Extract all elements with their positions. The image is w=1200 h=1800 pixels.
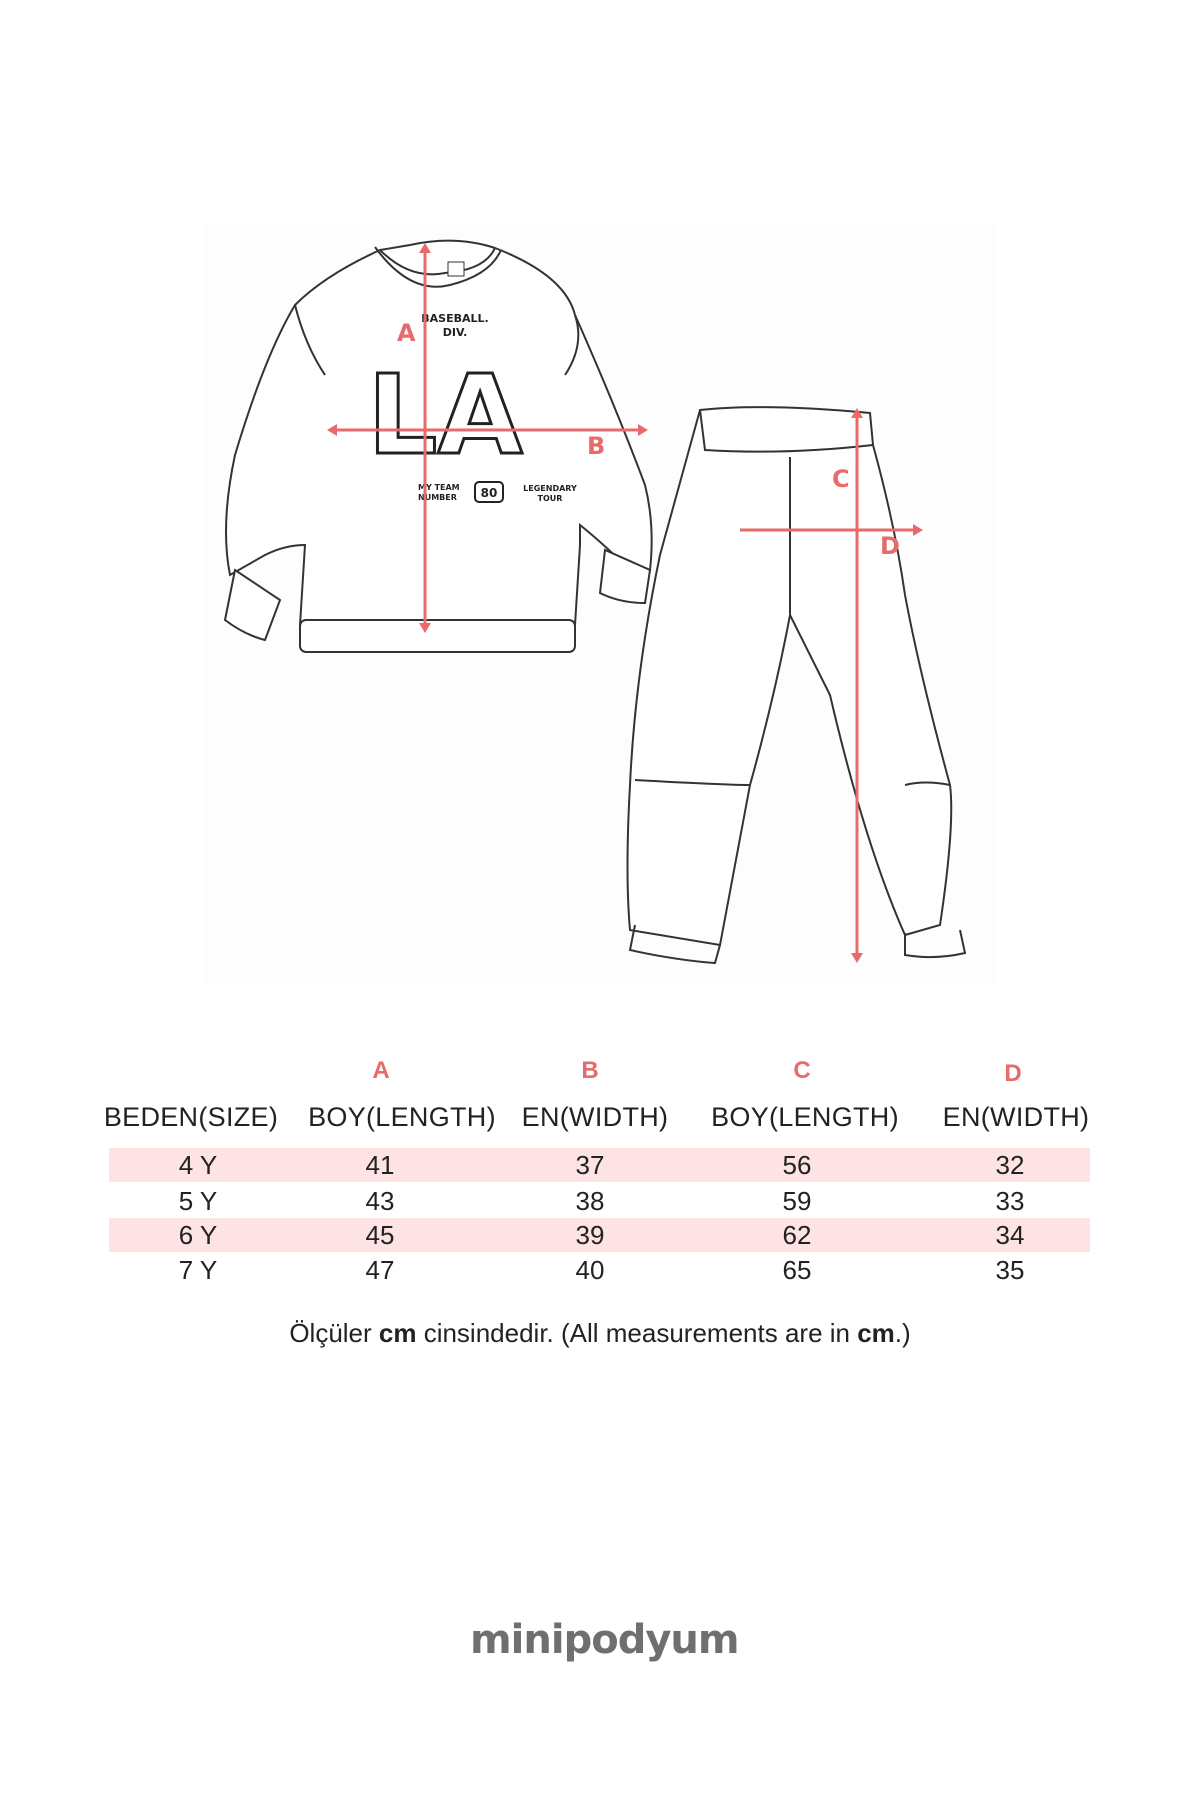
value-cell: 38	[575, 1186, 605, 1216]
marker-b: B	[587, 432, 606, 460]
column-letter-b: B	[581, 1057, 599, 1084]
value-cell: 34	[995, 1220, 1025, 1250]
column-letter-d: D	[1004, 1060, 1022, 1087]
value-cell: 65	[782, 1255, 812, 1285]
svg-text:TOUR: TOUR	[537, 494, 563, 503]
value-cell: 35	[995, 1255, 1025, 1285]
svg-text:LEGENDARY: LEGENDARY	[523, 484, 577, 493]
value-cell: 62	[782, 1220, 812, 1250]
brand-logo: minipodyum	[470, 1617, 739, 1663]
value-cell: 41	[365, 1150, 395, 1180]
value-cell: 43	[365, 1186, 395, 1216]
header-d-width: EN(WIDTH)	[942, 1102, 1090, 1132]
value-cell: 32	[995, 1150, 1025, 1180]
svg-text:MY TEAM: MY TEAM	[418, 483, 460, 492]
measurement-note: Ölçüler cm cinsindedir. (All measurements are in cm.)	[289, 1318, 911, 1348]
size-cell: 5 Y	[178, 1186, 218, 1216]
svg-text:NUMBER: NUMBER	[418, 493, 457, 502]
svg-text:BASEBALL.: BASEBALL.	[421, 312, 489, 325]
size-cell: 7 Y	[178, 1255, 218, 1285]
value-cell: 33	[995, 1186, 1025, 1216]
size-cell: 6 Y	[178, 1220, 218, 1250]
svg-text:LA: LA	[367, 351, 523, 479]
marker-a: A	[397, 319, 416, 347]
marker-d: D	[880, 532, 900, 560]
header-a-length: BOY(LENGTH)	[308, 1102, 496, 1132]
garment-drawing	[205, 225, 995, 985]
value-cell: 47	[365, 1255, 395, 1285]
marker-c: C	[832, 465, 850, 493]
value-cell: 59	[782, 1186, 812, 1216]
value-cell: 45	[365, 1220, 395, 1250]
value-cell: 40	[575, 1255, 605, 1285]
value-cell: 56	[782, 1150, 812, 1180]
header-size: BEDEN(SIZE)	[103, 1102, 279, 1132]
column-letter-c: C	[793, 1057, 811, 1084]
size-diagram	[205, 225, 995, 985]
value-cell: 37	[575, 1150, 605, 1180]
svg-text:DIV.: DIV.	[442, 326, 468, 339]
header-b-width: EN(WIDTH)	[521, 1102, 669, 1132]
header-c-length: BOY(LENGTH)	[711, 1102, 899, 1132]
column-letter-a: A	[372, 1057, 390, 1084]
value-cell: 39	[575, 1220, 605, 1250]
svg-text:80: 80	[480, 486, 498, 500]
size-cell: 4 Y	[178, 1150, 218, 1180]
